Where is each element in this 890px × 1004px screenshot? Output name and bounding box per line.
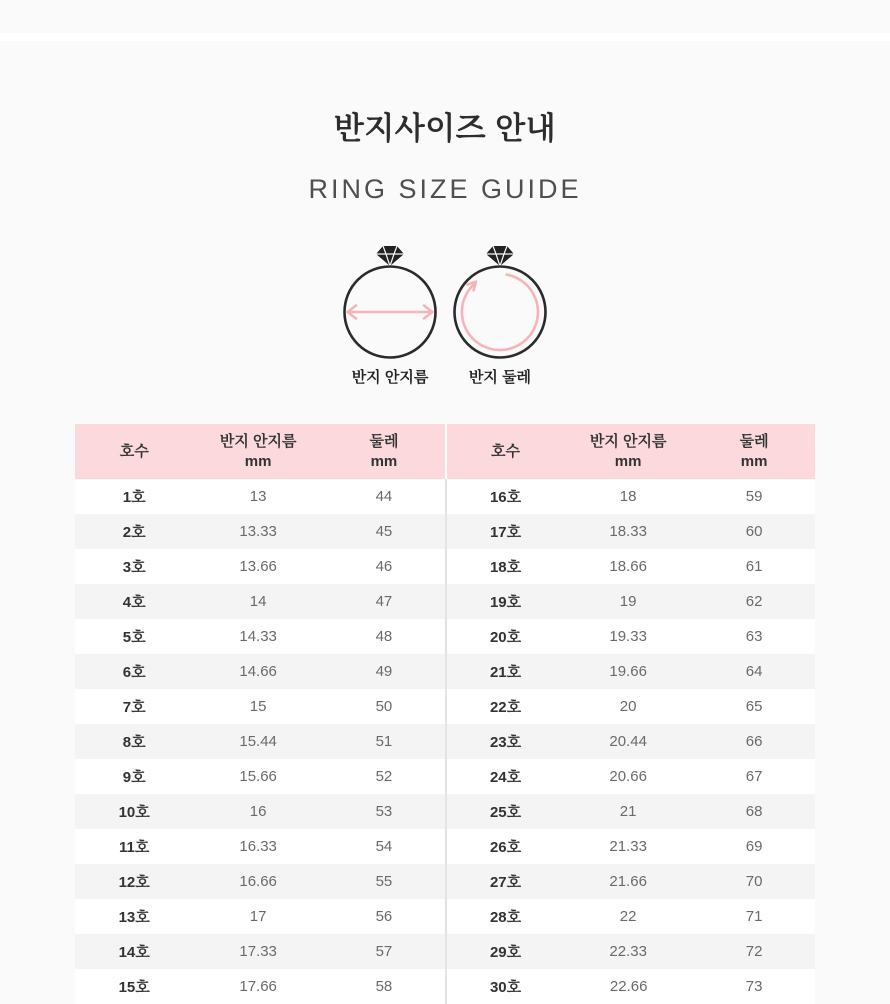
diameter-cell: 13.33 <box>193 514 323 549</box>
circumference-cell: 57 <box>323 934 445 969</box>
size-cell: 22호 <box>446 689 564 724</box>
circumference-cell: 47 <box>323 584 445 619</box>
size-cell: 6호 <box>75 654 193 689</box>
circumference-cell: 52 <box>323 759 445 794</box>
size-cell: 15호 <box>75 969 193 1004</box>
ring-size-table <box>75 424 815 1004</box>
diameter-cell: 16.66 <box>193 864 323 899</box>
diameter-cell: 13 <box>193 479 323 514</box>
table-row <box>75 969 445 1004</box>
table-row <box>446 794 815 829</box>
diameter-cell: 19.66 <box>564 654 693 689</box>
circumference-cell: 46 <box>323 549 445 584</box>
ring-diameter-icon <box>335 245 445 360</box>
ring-circle <box>455 267 546 358</box>
diameter-cell: 17.33 <box>193 934 323 969</box>
table-row <box>75 829 445 864</box>
circumference-cell: 63 <box>693 619 815 654</box>
circumference-cell: 62 <box>693 584 815 619</box>
size-cell: 2호 <box>75 514 193 549</box>
table-row <box>446 724 815 759</box>
table-row <box>446 584 815 619</box>
ring-circumference-icon <box>445 245 555 360</box>
circumference-arrow-icon <box>462 275 538 350</box>
size-cell: 1호 <box>75 479 193 514</box>
col-header-diameter: 반지 안지름 mm <box>564 424 693 479</box>
table-row <box>75 514 445 549</box>
col-header-size: 호수 <box>75 424 193 479</box>
diameter-cell: 21.33 <box>564 829 693 864</box>
table-row <box>75 619 445 654</box>
size-cell: 17호 <box>446 514 564 549</box>
size-cell: 8호 <box>75 724 193 759</box>
ring-diameter-label: 반지 안지름 <box>351 369 429 386</box>
diameter-cell: 14.33 <box>193 619 323 654</box>
table-row <box>75 899 445 934</box>
table-row <box>446 759 815 794</box>
diamond-icon <box>486 246 514 266</box>
size-cell: 3호 <box>75 549 193 584</box>
diameter-cell: 17.66 <box>193 969 323 1004</box>
circumference-cell: 48 <box>323 619 445 654</box>
col-header-diameter: 반지 안지름 mm <box>193 424 323 479</box>
size-cell: 16호 <box>446 479 564 514</box>
diamond-icon <box>376 246 404 266</box>
diameter-cell: 20 <box>564 689 693 724</box>
ring-circumference-diagram <box>445 245 555 387</box>
table-row <box>446 514 815 549</box>
diameter-cell: 22 <box>564 899 693 934</box>
diameter-cell: 14 <box>193 584 323 619</box>
page-subtitle: RING SIZE GUIDE <box>308 174 582 204</box>
circumference-cell: 45 <box>323 514 445 549</box>
size-table-left <box>75 424 445 1004</box>
size-cell: 13호 <box>75 899 193 934</box>
table-row <box>446 899 815 934</box>
diameter-cell: 18.33 <box>564 514 693 549</box>
table-row <box>75 724 445 759</box>
table-header <box>446 424 815 479</box>
size-cell: 23호 <box>446 724 564 759</box>
diameter-cell: 15 <box>193 689 323 724</box>
table-row <box>446 969 815 1004</box>
table-row <box>75 689 445 724</box>
circumference-cell: 56 <box>323 899 445 934</box>
circumference-cell: 61 <box>693 549 815 584</box>
table-row <box>75 794 445 829</box>
circumference-cell: 58 <box>323 969 445 1004</box>
size-cell: 25호 <box>446 794 564 829</box>
ring-diagrams <box>0 245 890 387</box>
size-cell: 20호 <box>446 619 564 654</box>
diameter-cell: 15.44 <box>193 724 323 759</box>
size-cell: 21호 <box>446 654 564 689</box>
table-row <box>446 829 815 864</box>
size-cell: 27호 <box>446 864 564 899</box>
table-row <box>446 864 815 899</box>
table-row <box>446 479 815 514</box>
diameter-cell: 18 <box>564 479 693 514</box>
diameter-cell: 14.66 <box>193 654 323 689</box>
circumference-cell: 65 <box>693 689 815 724</box>
size-cell: 26호 <box>446 829 564 864</box>
size-cell: 19호 <box>446 584 564 619</box>
circumference-cell: 68 <box>693 794 815 829</box>
top-bar <box>0 0 890 33</box>
diameter-cell: 20.44 <box>564 724 693 759</box>
table-row <box>446 689 815 724</box>
col-header-circumference: 둘레 mm <box>693 424 815 479</box>
table-header <box>75 424 445 479</box>
col-header-circumference: 둘레 mm <box>323 424 445 479</box>
diameter-cell: 22.66 <box>564 969 693 1004</box>
table-row <box>75 479 445 514</box>
circumference-cell: 53 <box>323 794 445 829</box>
size-cell: 4호 <box>75 584 193 619</box>
table-row <box>446 549 815 584</box>
diameter-cell: 20.66 <box>564 759 693 794</box>
diameter-cell: 13.66 <box>193 549 323 584</box>
table-row <box>75 654 445 689</box>
table-row <box>75 549 445 584</box>
circumference-cell: 67 <box>693 759 815 794</box>
size-cell: 28호 <box>446 899 564 934</box>
circumference-cell: 49 <box>323 654 445 689</box>
diameter-cell: 21 <box>564 794 693 829</box>
col-header-size: 호수 <box>446 424 564 479</box>
page-title: 반지사이즈 안내 <box>333 111 557 146</box>
ring-diameter-diagram <box>335 245 445 387</box>
circumference-cell: 72 <box>693 934 815 969</box>
circumference-cell: 69 <box>693 829 815 864</box>
circumference-cell: 71 <box>693 899 815 934</box>
size-cell: 11호 <box>75 829 193 864</box>
size-cell: 10호 <box>75 794 193 829</box>
table-row <box>75 584 445 619</box>
circumference-cell: 64 <box>693 654 815 689</box>
diameter-cell: 16.33 <box>193 829 323 864</box>
table-row <box>75 934 445 969</box>
table-body-right <box>446 479 815 1004</box>
diameter-cell: 19 <box>564 584 693 619</box>
table-row <box>446 934 815 969</box>
size-cell: 18호 <box>446 549 564 584</box>
size-cell: 5호 <box>75 619 193 654</box>
circumference-cell: 50 <box>323 689 445 724</box>
size-table-right <box>445 424 815 1004</box>
top-bar-divider <box>0 33 890 41</box>
size-cell: 9호 <box>75 759 193 794</box>
circumference-cell: 59 <box>693 479 815 514</box>
size-cell: 30호 <box>446 969 564 1004</box>
diameter-cell: 18.66 <box>564 549 693 584</box>
diameter-cell: 16 <box>193 794 323 829</box>
diameter-cell: 22.33 <box>564 934 693 969</box>
size-cell: 29호 <box>446 934 564 969</box>
circumference-cell: 66 <box>693 724 815 759</box>
table-body-left <box>75 479 445 1004</box>
circumference-cell: 54 <box>323 829 445 864</box>
size-cell: 24호 <box>446 759 564 794</box>
diameter-cell: 21.66 <box>564 864 693 899</box>
size-cell: 12호 <box>75 864 193 899</box>
size-cell: 14호 <box>75 934 193 969</box>
circumference-cell: 55 <box>323 864 445 899</box>
circumference-cell: 73 <box>693 969 815 1004</box>
diameter-cell: 19.33 <box>564 619 693 654</box>
circumference-cell: 51 <box>323 724 445 759</box>
table-row <box>446 654 815 689</box>
table-row <box>75 864 445 899</box>
diameter-cell: 17 <box>193 899 323 934</box>
circumference-cell: 70 <box>693 864 815 899</box>
diameter-cell: 15.66 <box>193 759 323 794</box>
diameter-arrow-icon <box>348 306 433 319</box>
table-row <box>446 619 815 654</box>
circumference-cell: 44 <box>323 479 445 514</box>
size-cell: 7호 <box>75 689 193 724</box>
ring-circumference-label: 반지 둘레 <box>468 369 532 386</box>
circumference-cell: 60 <box>693 514 815 549</box>
table-row <box>75 759 445 794</box>
